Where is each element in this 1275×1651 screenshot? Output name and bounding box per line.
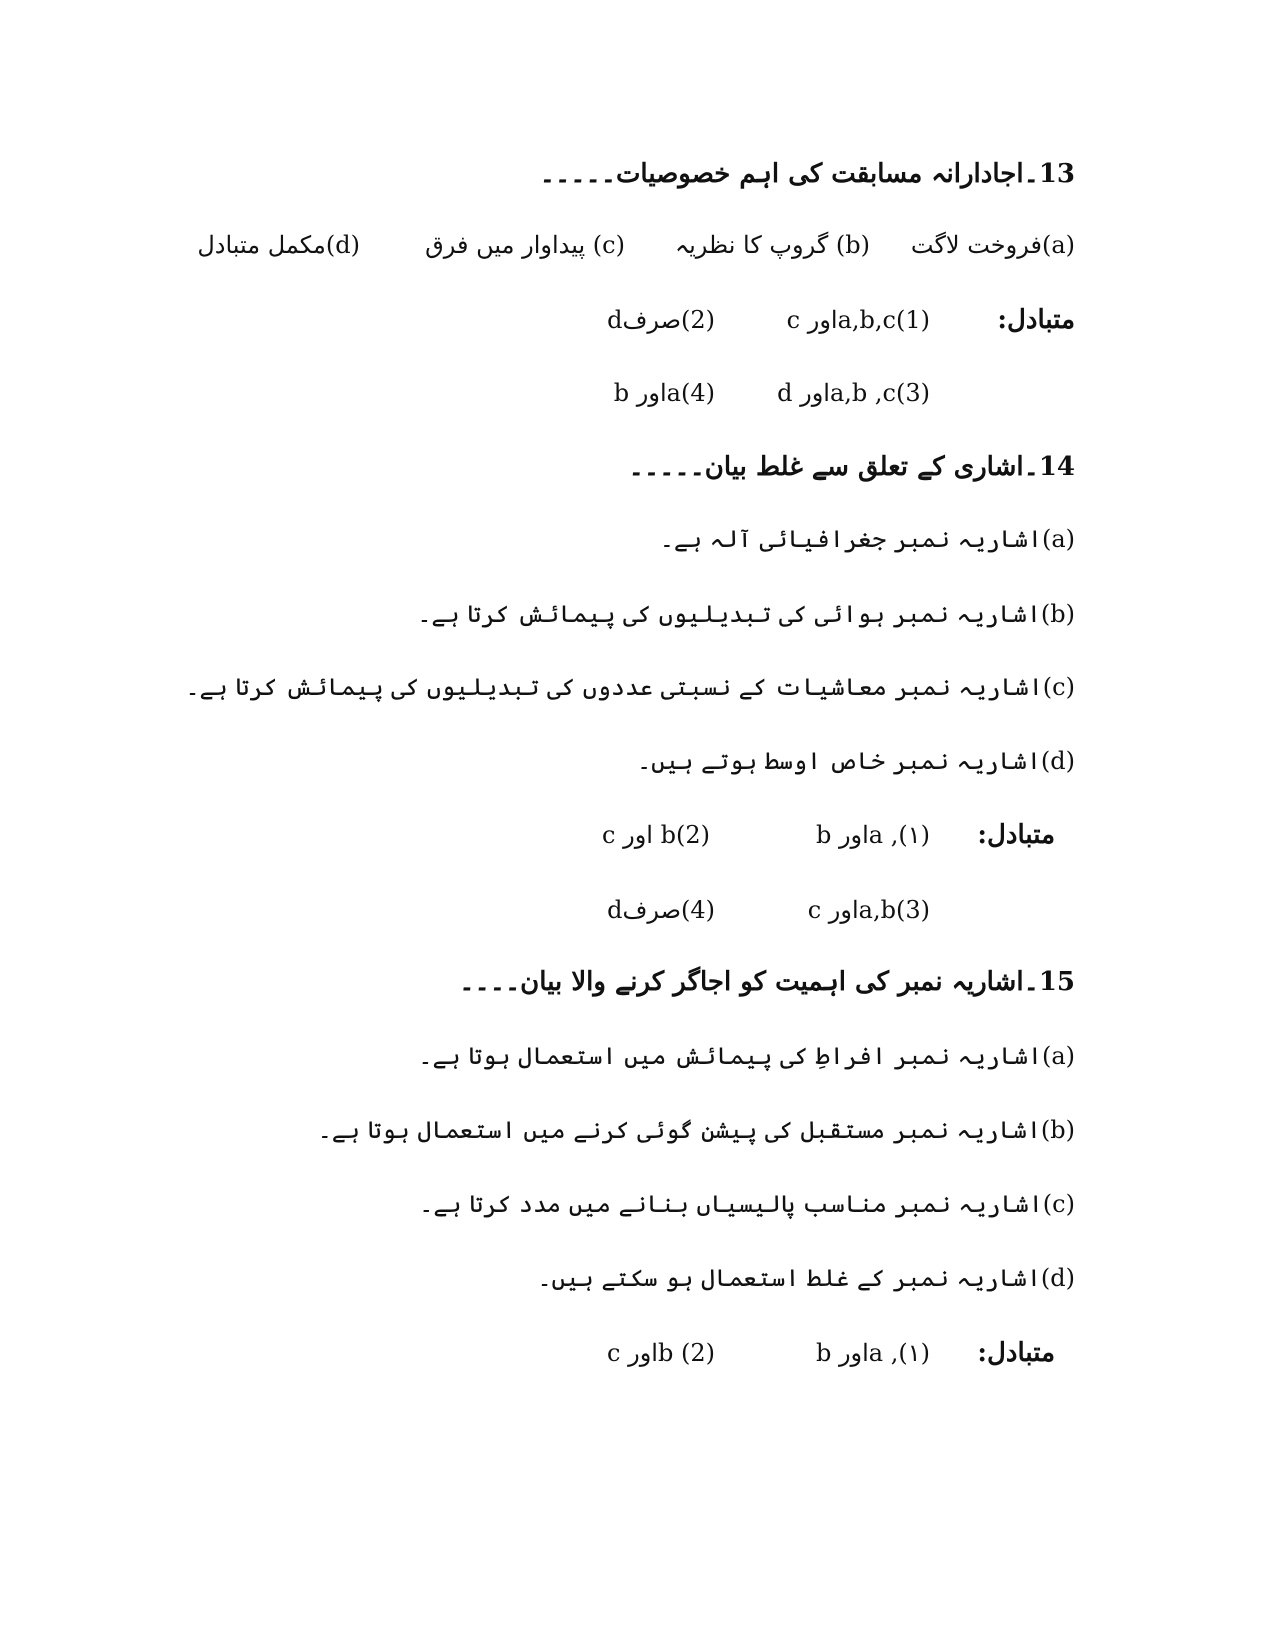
q15-alternative-1: (۱), aاور b	[815, 1339, 930, 1367]
q15-title: 15۔اشاریہ نمبر کی اہمیت کو اجاگر کرنے والا بیان۔۔۔۔	[459, 967, 1075, 997]
q14-statement-b: (b)اشاریہ نمبر ہوائی کی تبدیلیوں کی پیمائش کرتا ہے۔	[417, 600, 1075, 628]
q13-alternative-2: (2)صرفd	[607, 306, 715, 334]
q14-alternative-4: (4)صرفd	[607, 896, 715, 924]
q13-alternative-3: (3)a,b ,cاور d	[777, 379, 930, 407]
q14-statement-a: (a)اشاریہ نمبر جغرافیائی آلہ ہے۔	[659, 525, 1075, 553]
q14-alternatives-label: متبادل:	[977, 820, 1055, 850]
q14-alternative-2: (2)b اور c	[602, 821, 710, 849]
q13-option-d: (d)مکمل متبادل	[197, 231, 360, 259]
q14-statement-d: (d)اشاریہ نمبر خاص اوسط ہوتے ہیں۔	[637, 747, 1075, 775]
q13-option-c: (c) پیداوار میں فرق	[425, 231, 625, 259]
q14-alternative-1: (۱), aاور b	[815, 821, 930, 849]
q13-alternative-1: (1)a,b,cاور c	[786, 306, 930, 334]
q15-statement-a: (a)اشاریہ نمبر افراطِ کی پیمائش میں استعمال ہوتا ہے۔	[418, 1042, 1075, 1070]
q15-statement-b: (b)اشاریہ نمبر مستقبل کی پیشن گوئی کرنے میں استعمال ہوتا ہے۔	[317, 1116, 1075, 1144]
q14-alternative-3: (3)a,bاور c	[807, 896, 930, 924]
q13-option-b: (b) گروپ کا نظریہ	[675, 231, 870, 259]
q15-statement-c: (c)اشاریہ نمبر مناسب پالیسیاں بنانے میں مدد کرتا ہے۔	[419, 1190, 1075, 1218]
q14-title: 14۔اشاری کے تعلق سے غلط بیان۔۔۔۔۔	[628, 452, 1075, 482]
q13-title: 13۔اجادارانہ مسابقت کی اہم خصوصیات۔۔۔۔۔	[539, 159, 1075, 189]
q13-alternatives-label: متبادل:	[997, 305, 1075, 335]
q13-alternative-4: (4)aاور b	[613, 379, 715, 407]
q15-alternatives-label: متبادل:	[977, 1338, 1055, 1368]
q13-option-a: (a)فروخت لاگت	[910, 231, 1075, 259]
q14-statement-c: (c)اشاریہ نمبر معاشیات کے نسبتی عددوں کی تبدیلیوں کی پیمائش کرتا ہے۔	[185, 673, 1075, 701]
q15-alternative-2: (2) bاور c	[607, 1339, 715, 1367]
q15-statement-d: (d)اشاریہ نمبر کے غلط استعمال ہو سکتے ہیں۔	[537, 1264, 1075, 1292]
